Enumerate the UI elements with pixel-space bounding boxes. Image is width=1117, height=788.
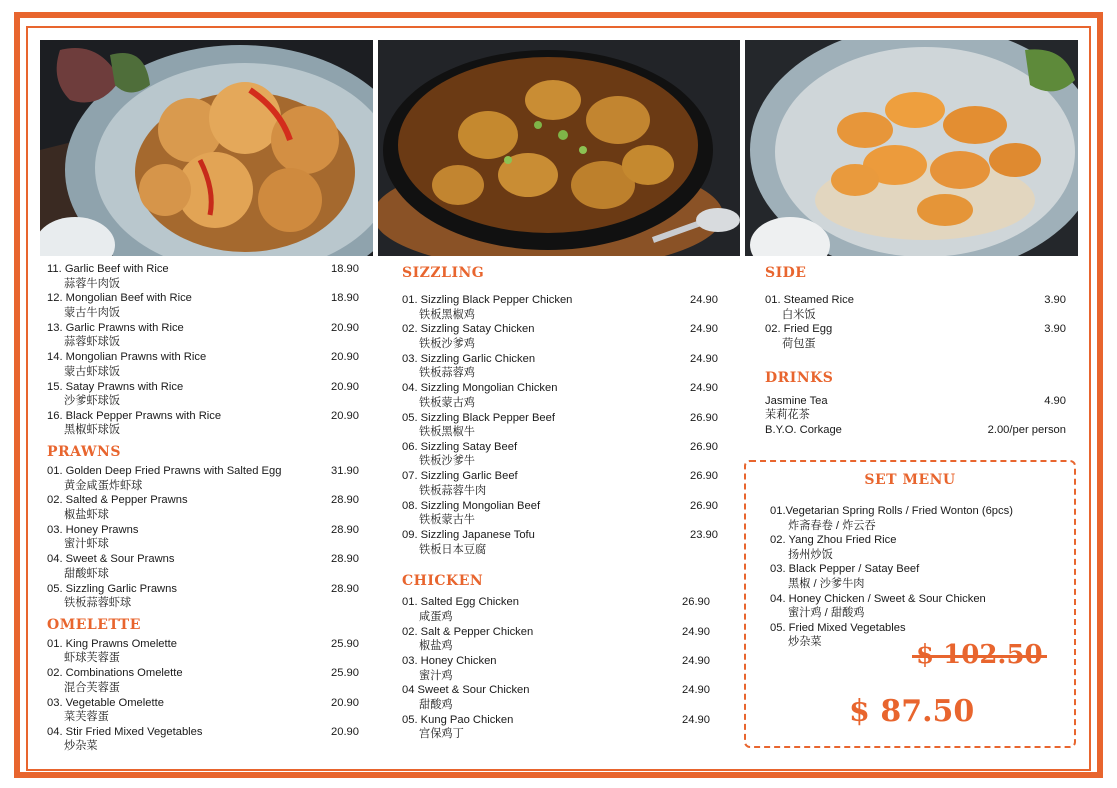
item-price: 2.00/per person [987, 423, 1066, 436]
menu-item: 01. Golden Deep Fried Prawns with Salted Egg 黄金咸蛋炸虾球 31.90 [47, 465, 359, 492]
set-menu-title: SET MENU [864, 472, 956, 488]
menu-item: 09. Sizzling Japanese Tofu 铁板日本豆腐 23.90 [402, 529, 718, 556]
item-price: 28.90 [331, 553, 359, 566]
set-menu-item: 05. Fried Mixed Vegetables 炒杂菜 [770, 621, 906, 649]
item-price: 24.90 [690, 323, 718, 336]
item-price: 28.90 [331, 494, 359, 507]
drink-item-jasmine-tea-zh: 茉莉花茶 [765, 409, 810, 422]
item-price: 24.90 [682, 713, 710, 726]
menu-item: 11. Garlic Beef with Rice 蒜蓉牛肉饭 18.90 [47, 263, 359, 290]
menu-item: 13. Garlic Prawns with Rice 蒜蓉虾球饭 20.90 [47, 321, 359, 349]
set-menu-items [770, 504, 1013, 650]
item-price: 3.90 [1044, 323, 1066, 336]
item-price: 24.90 [690, 352, 718, 365]
menu-item: 15. Satay Prawns with Rice 沙爹虾球饭 20.90 [47, 380, 359, 408]
item-price: 26.90 [690, 411, 718, 424]
section-title-chicken: CHICKEN [402, 573, 484, 590]
section-title-sizzling: SIZZLING [402, 265, 485, 281]
photo-salted-egg-prawns [40, 40, 373, 256]
item-price: 26.90 [690, 499, 718, 512]
menu-item: 14. Mongolian Prawns with Rice 蒙古虾球饭 20.90 [47, 351, 359, 378]
menu-item: 07. Sizzling Garlic Beef 铁板蒜蓉牛肉 26.90 [402, 470, 718, 497]
menu-item: 16. Black Pepper Prawns with Rice 黑椒虾球饭 20.90 [47, 409, 359, 437]
item-price: 3.90 [1044, 294, 1066, 306]
menu-item: 02. Salted & Pepper Prawns 椒盐虾球 28.90 [47, 494, 359, 522]
item-price: 26.90 [682, 596, 710, 609]
item-price: 18.90 [331, 263, 359, 275]
item-price: 28.90 [331, 523, 359, 536]
menu-item: 05. Kung Pao Chicken 宫保鸡丁 24.90 [402, 713, 710, 741]
item-price: 24.90 [690, 294, 718, 306]
set-menu-original-price: $ 102.50 [916, 640, 1043, 670]
item-price: 20.90 [331, 351, 359, 364]
item-price: 24.90 [682, 625, 710, 638]
set-menu-item: 02. Yang Zhou Fried Rice 扬州炒饭 [770, 534, 897, 561]
photo-sizzling-tofu [378, 40, 740, 256]
menu-column-middle [402, 262, 722, 742]
item-price: 20.90 [331, 696, 359, 709]
set-menu-item: 01.Vegetarian Spring Rolls / Fried Wonton (6pcs) 炸斋春卷 / 炸云吞 [770, 505, 1013, 532]
menu-item: 04. Sizzling Mongolian Chicken 铁板蒙古鸡 24.90 [402, 382, 718, 409]
drinks-list [765, 394, 1070, 438]
item-price: 31.90 [331, 465, 359, 478]
menu-item: 02. Sizzling Satay Chicken 铁板沙爹鸡 24.90 [402, 323, 718, 350]
menu-item: 03. Honey Prawns 蜜汁虾球 28.90 [47, 523, 359, 551]
rice-dishes-list [47, 262, 363, 438]
byo-corkage: B.Y.O. Corkage 2.00/per person [765, 423, 1066, 436]
set-menu-price: $ 87.50 [849, 694, 975, 729]
item-price: 25.90 [331, 637, 359, 650]
menu-item: 08. Sizzling Mongolian Beef 铁板蒙古牛 26.90 [402, 499, 718, 527]
menu-item: 06. Sizzling Satay Beef 铁板沙爹牛 26.90 [402, 440, 718, 468]
menu-item: 05. Sizzling Garlic Prawns 铁板蒜蓉虾球 28.90 [47, 582, 359, 610]
item-price: 26.90 [690, 470, 718, 483]
item-price: 25.90 [331, 667, 359, 680]
menu-item: 01. King Prawns Omelette 虾球芙蓉蛋 25.90 [47, 637, 359, 665]
menu-item: 04 Sweet & Sour Chicken 甜酸鸡 24.90 [402, 684, 710, 711]
section-title-prawns: PRAWNS [47, 444, 121, 461]
section-title-drinks: DRINKS [765, 369, 834, 386]
item-price: 20.90 [331, 321, 359, 334]
menu-item: 05. Sizzling Black Pepper Beef 铁板黑椒牛 26.90 [402, 411, 718, 439]
set-menu-box [744, 460, 1076, 748]
menu-item: 01. Steamed Rice 白米饭 3.90 [765, 294, 1066, 321]
menu-item: 04. Stir Fried Mixed Vegetables 炒杂菜 20.90 [47, 725, 359, 753]
section-title-omelette: OMELETTE [47, 616, 141, 633]
menu-item: 03. Vegetable Omelette 菜芙蓉蛋 20.90 [47, 696, 359, 724]
item-price: 26.90 [690, 440, 718, 453]
menu-item: 01. Sizzling Black Pepper Chicken 铁板黑椒鸡 24.90 [402, 294, 718, 321]
item-price: 24.90 [690, 382, 718, 395]
menu-item: 04. Sweet & Sour Prawns 甜酸虾球 28.90 [47, 553, 359, 580]
section-title-side: SIDE [765, 265, 807, 281]
photo-honey-chicken [745, 40, 1078, 256]
menu-column-right [765, 262, 1070, 437]
menu-item: 02. Salt & Pepper Chicken 椒盐鸡 24.90 [402, 625, 710, 653]
item-price: 24.90 [682, 684, 710, 697]
set-menu-item: 03. Black Pepper / Satay Beef 黑椒 / 沙爹牛肉 [770, 563, 920, 590]
item-price: 20.90 [331, 380, 359, 393]
item-price: 24.90 [682, 654, 710, 667]
menu-item: 02. Fried Egg 荷包蛋 3.90 [765, 323, 1066, 350]
menu-item: 03. Sizzling Garlic Chicken 铁板蒜蓉鸡 24.90 [402, 352, 718, 380]
menu-item: 02. Combinations Omelette 混合芙蓉蛋 25.90 [47, 667, 359, 694]
item-price: 20.90 [331, 409, 359, 422]
menu-item: 01. Salted Egg Chicken 咸蛋鸡 26.90 [402, 596, 710, 623]
menu-item: 12. Mongolian Beef with Rice 蒙古牛肉饭 18.90 [47, 292, 359, 319]
menu-item: 03. Honey Chicken 蜜汁鸡 24.90 [402, 654, 710, 682]
item-price: 4.90 [1044, 394, 1066, 407]
item-price: 20.90 [331, 725, 359, 738]
item-price: 23.90 [690, 529, 718, 541]
set-menu-item: 04. Honey Chicken / Sweet & Sour Chicken 蜜汁鸡 / 甜酸鸡 [770, 592, 986, 620]
item-price: 28.90 [331, 582, 359, 595]
menu-column-left [47, 262, 363, 754]
item-price: 18.90 [331, 292, 359, 305]
drink-item-jasmine-tea: Jasmine Tea 4.90 [765, 394, 1066, 407]
